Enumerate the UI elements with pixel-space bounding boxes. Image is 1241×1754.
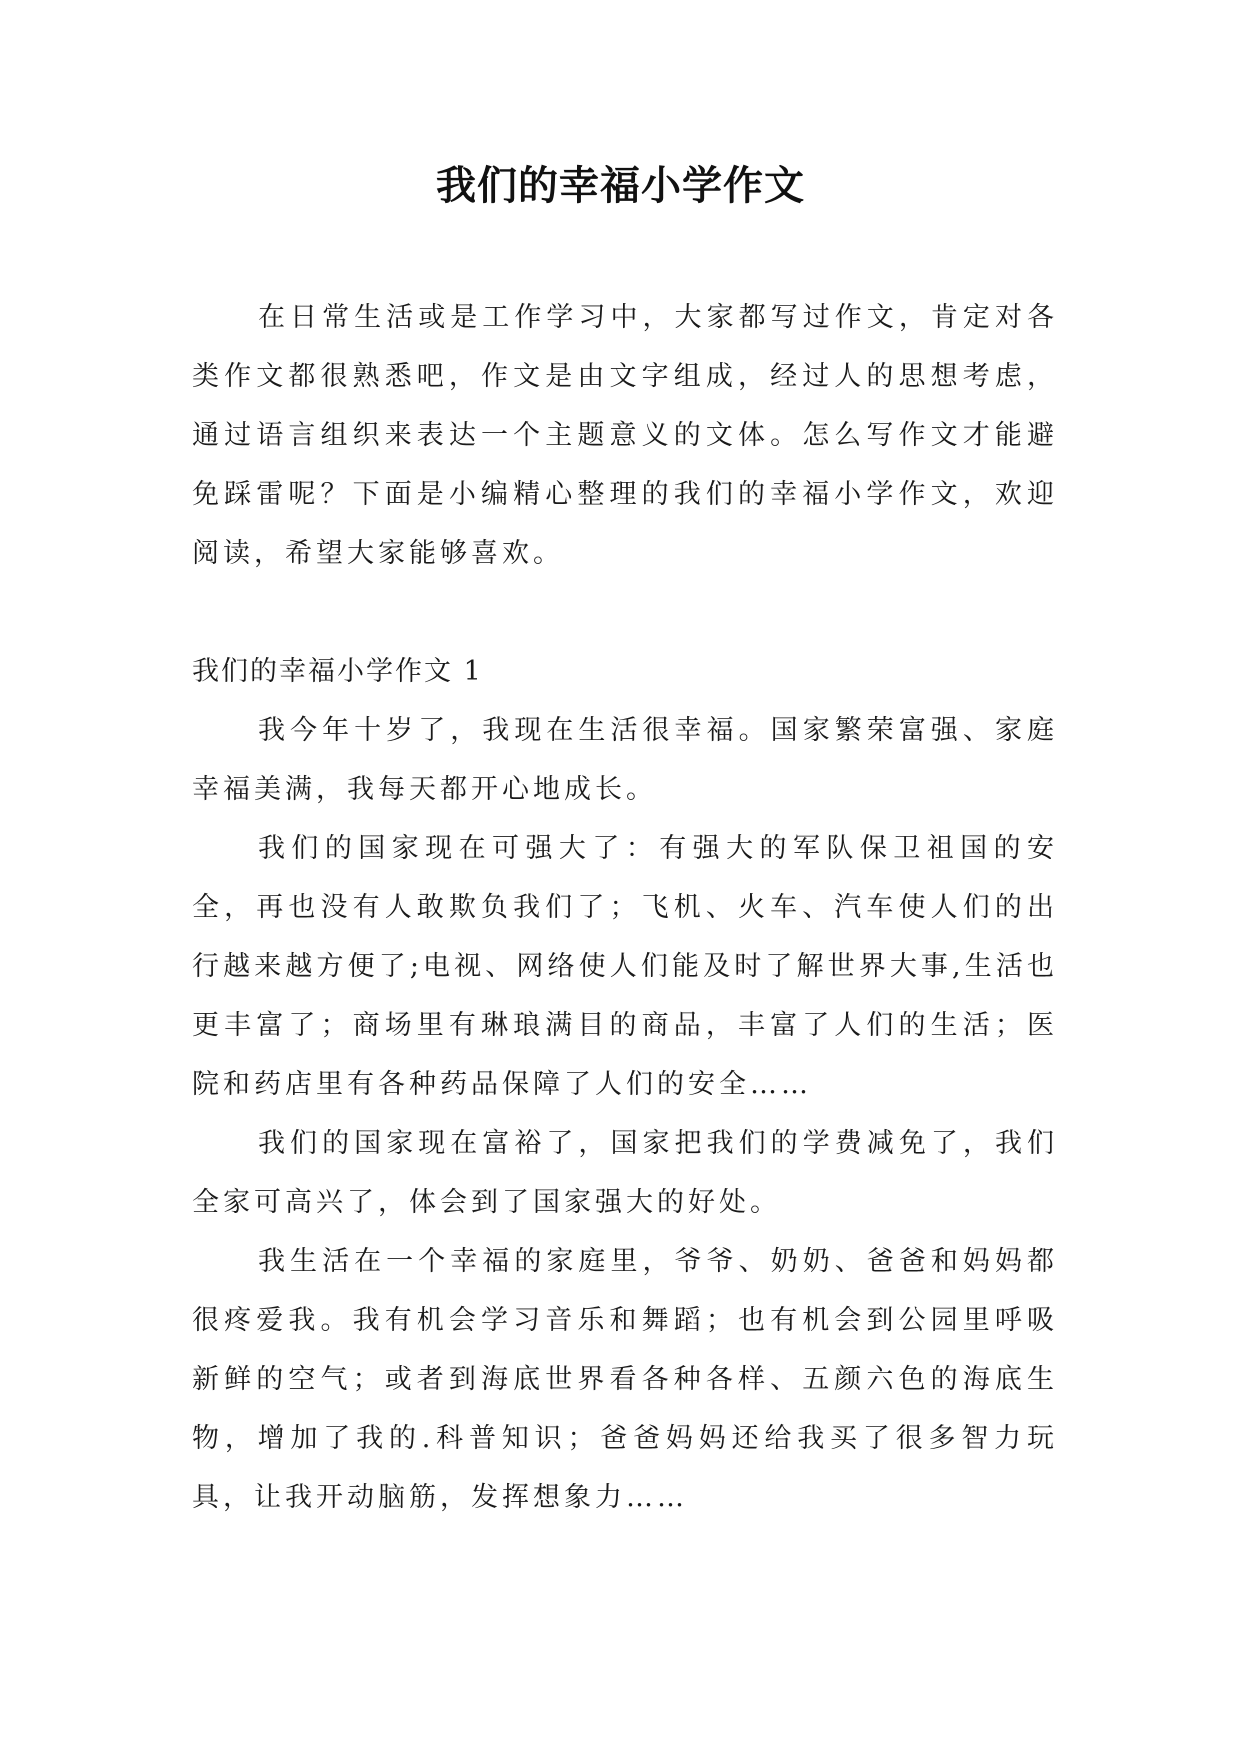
- body-paragraph: 我们的国家现在可强大了：有强大的军队保卫祖国的安全，再也没有人敢欺负我们了；飞机、火车、汽车使人们的出行越来越方便了;电视、网络使人们能及时了解世界大事,生活也更丰富了；商场里有琳琅满目的商品，丰富了人们的生活；医院和药店里有各种药品保障了人们的安全……: [192, 833, 1058, 1100]
- section-heading: 我们的幸福小学作文 1: [192, 656, 483, 687]
- document-body: [192, 288, 1058, 1527]
- document-title: 我们的幸福小学作文: [436, 162, 805, 209]
- body-paragraph: 我今年十岁了，我现在生活很幸福。国家繁荣富强、家庭幸福美满，我每天都开心地成长。: [192, 715, 1058, 805]
- body-paragraph: 我生活在一个幸福的家庭里，爷爷、奶奶、爸爸和妈妈都很疼爱我。我有机会学习音乐和舞蹈；也有机会到公园里呼吸新鲜的空气；或者到海底世界看各种各样、五颜六色的海底生物，增加了我的.科普知识；爸爸妈妈还给我买了很多智力玩具，让我开动脑筋，发挥想象力……: [192, 1246, 1058, 1513]
- body-paragraph: 我们的国家现在富裕了，国家把我们的学费减免了，我们全家可高兴了，体会到了国家强大的好处。: [192, 1128, 1058, 1218]
- intro-paragraph: 在日常生活或是工作学习中，大家都写过作文，肯定对各类作文都很熟悉吧，作文是由文字组成，经过人的思想考虑，通过语言组织来表达一个主题意义的文体。怎么写作文才能避免踩雷呢？下面是小编精心整理的我们的幸福小学作文，欢迎阅读，希望大家能够喜欢。: [192, 302, 1058, 569]
